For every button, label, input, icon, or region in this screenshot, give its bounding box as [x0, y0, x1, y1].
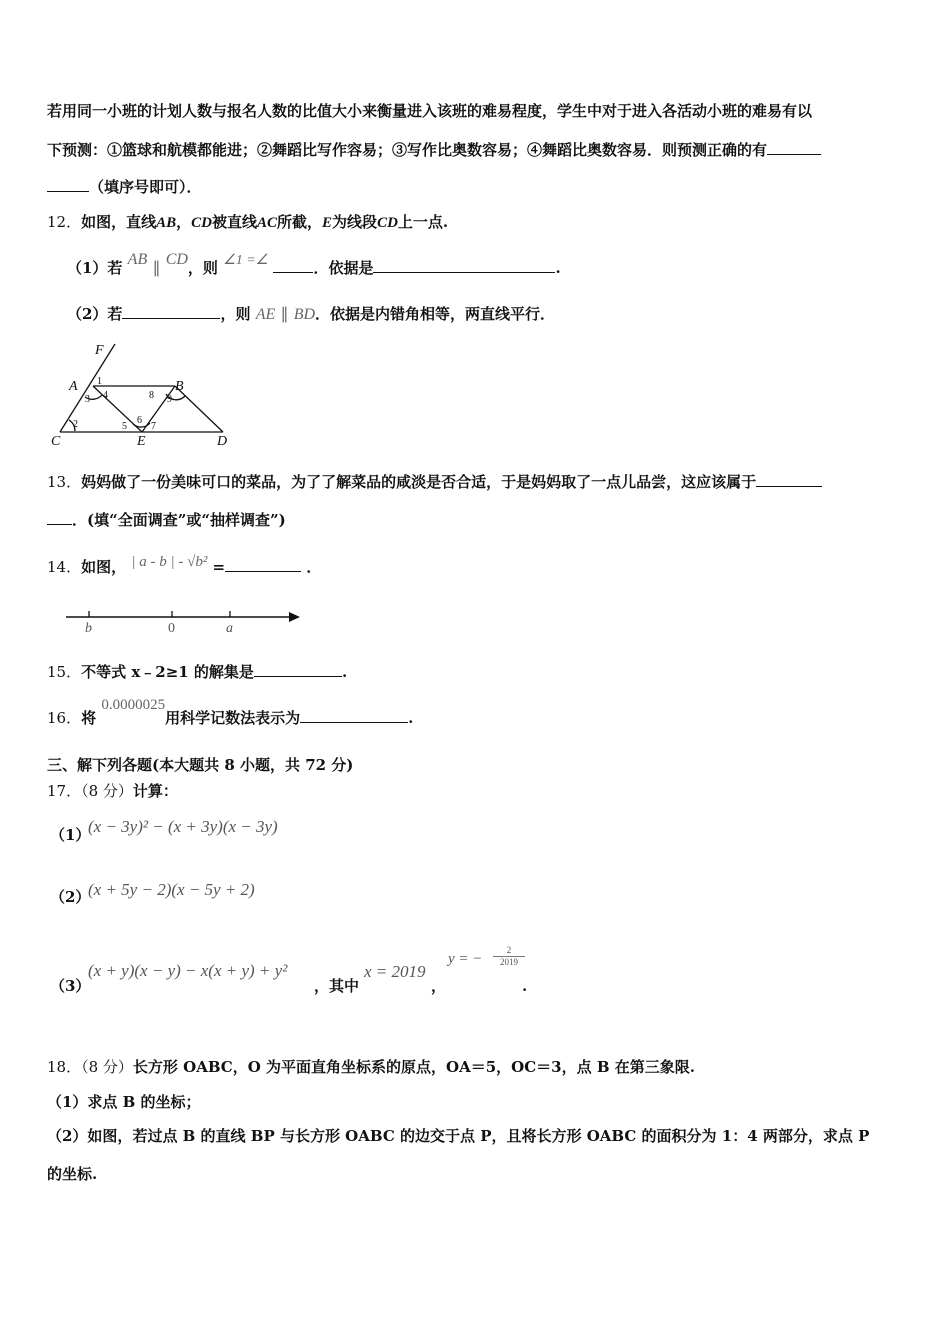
- q16-answer-blank[interactable]: [300, 708, 408, 723]
- q12-text-b: 被直线: [211, 213, 257, 231]
- angle-8: 8: [149, 390, 154, 401]
- q17-score: （8 分）: [81, 782, 133, 800]
- q12-comma: ，: [176, 213, 192, 231]
- section-3-heading: 三、解下列各题(本大题共 8 小题，共 72 分): [47, 756, 354, 774]
- q12-sub2-bd: BD: [293, 306, 316, 323]
- label-e: E: [137, 434, 146, 449]
- q17-item-3-expr: (x + y)(x − y) − x(x + y) + y²: [88, 961, 288, 980]
- q13-text: 妈妈做了一份美味可口的菜品，为了了解菜品的咸淡是否合适，于是妈妈取了一点儿品尝，这应该属于: [81, 473, 757, 491]
- q11-line-3: [47, 177, 202, 197]
- q12-ab: AB: [156, 215, 177, 231]
- q18-sub2-cont: 的坐标.: [47, 1165, 98, 1183]
- q15-line: [47, 662, 347, 682]
- q12-sub2-label: （2）若: [67, 305, 123, 323]
- q12-sub1-cd: CD: [165, 251, 188, 268]
- q17-item-2-expr: (x + 5y − 2)(x − 5y + 2): [88, 880, 255, 899]
- q13-number: 13．: [47, 473, 82, 491]
- q17-item-3-y-value: y = −: [448, 951, 483, 967]
- q12-sub1-blank-reason[interactable]: [373, 258, 555, 273]
- q12-sub2-blank[interactable]: [122, 304, 220, 319]
- q12-cd: CD: [191, 215, 212, 231]
- q16-number: 16．: [47, 709, 82, 727]
- q14-number-line: [60, 605, 305, 637]
- q12-ac: AC: [257, 215, 278, 231]
- q11-line-2: [47, 140, 821, 160]
- angle-7: 7: [151, 421, 156, 432]
- label-f: F: [95, 343, 104, 358]
- q12-sub2: [67, 304, 555, 325]
- q12-stem: [47, 212, 448, 233]
- q14-answer-blank[interactable]: [225, 557, 301, 572]
- q16-value: 0.0000025: [101, 697, 166, 713]
- q15-end: .: [341, 663, 348, 681]
- q16-text-b: 用科学记数法表示为: [165, 709, 301, 727]
- q14-equals: =: [212, 558, 226, 576]
- q18-score: （8 分）: [81, 1058, 133, 1076]
- q12-text-d: 为线段: [332, 213, 378, 231]
- q12-sub1-ab: AB: [127, 251, 148, 268]
- q18-sub2: （2）如图，若过点 B 的直线 BP 与长方形 OABC 的边交于点 P，且将长方形 OABC 的面积分为 1：4 两部分，求点 P: [47, 1127, 870, 1145]
- q17-item-3-sep: ，: [431, 977, 447, 995]
- q17-item-1-expr: (x − 3y)² − (x + 3y)(x − 3y): [88, 817, 278, 836]
- angle-9: 9: [167, 394, 172, 405]
- q14-number: 14．: [47, 558, 82, 576]
- q18-text: 长方形 OABC，O 为平面直角坐标系的原点，OA＝5，OC＝3，点 B 在第三象限.: [132, 1058, 695, 1076]
- q17-item-1-label: （1）: [50, 826, 91, 844]
- q12-sub1-blank-angle[interactable]: [273, 258, 313, 273]
- q12-sub1-then: ，则: [187, 259, 218, 277]
- q12-sub2-then: ，则: [220, 305, 251, 323]
- q12-sub2-ae: AE: [255, 306, 276, 323]
- q11-answer-blank-cont[interactable]: [47, 177, 89, 192]
- q17-item-3-x-value: x = 2019: [364, 962, 426, 981]
- axis-label-0: 0: [168, 621, 175, 636]
- q12-text-a: 如图，直线: [81, 213, 157, 231]
- label-b: B: [175, 379, 184, 394]
- q18-number: 18．: [47, 1058, 82, 1076]
- q17-item-2-label: （2）: [50, 888, 91, 906]
- q15-answer-blank[interactable]: [254, 662, 342, 677]
- q12-cd-2: CD: [377, 215, 398, 231]
- q13-answer-blank-cont[interactable]: [47, 510, 72, 525]
- q17-item-3-where: ，其中: [314, 977, 360, 995]
- q12-sub1: [67, 251, 561, 280]
- label-a: A: [69, 379, 78, 394]
- arrow-icon: [289, 612, 300, 622]
- q15-text: 不等式 x﹣2≥1 的解集是: [81, 663, 254, 681]
- q18-stem: [47, 1057, 695, 1077]
- q17-item-3-fraction: [493, 945, 525, 968]
- q12-sub1-end: .: [555, 259, 561, 277]
- q17-stem: [47, 781, 178, 801]
- angle-6: 6: [137, 415, 142, 426]
- q12-sub1-angle: ∠1 =∠: [223, 253, 269, 268]
- q15-number: 15．: [47, 663, 82, 681]
- q14-text: 如图，: [81, 558, 127, 576]
- q16-text-a: 将: [81, 709, 97, 727]
- angle-1: 1: [97, 376, 102, 387]
- q12-sub2-parallel: ∥: [280, 306, 289, 323]
- q11-line-3-text: （填序号即可）．: [89, 178, 202, 196]
- q13-line-2-text: ．(填“全面调查”或“抽样调查”): [72, 511, 286, 529]
- angle-4: 4: [103, 390, 108, 401]
- q14-expression: | a - b | - √b²: [131, 554, 208, 570]
- q12-number: 12．: [47, 213, 82, 231]
- axis-label-a: a: [226, 621, 233, 636]
- fraction-numerator: 2: [506, 945, 512, 955]
- q14-line: [47, 554, 322, 578]
- q12-sub1-mid: ．依据是: [313, 259, 374, 277]
- q18-sub1: （1）求点 B 的坐标；: [47, 1093, 201, 1111]
- q12-figure: [45, 338, 245, 450]
- q12-sub2-tail: ．依据是内错角相等，两直线平行．: [315, 305, 556, 323]
- q13-line-1: [47, 472, 822, 492]
- q14-end: ．: [306, 558, 322, 576]
- q12-e: E: [322, 215, 333, 231]
- fraction-denominator: 2019: [493, 956, 525, 968]
- q12-sub1-label: （1）若: [67, 259, 123, 277]
- q16-line: [47, 697, 414, 729]
- q16-end: .: [408, 709, 414, 727]
- q13-line-2: [47, 510, 286, 530]
- label-d: D: [217, 434, 228, 449]
- label-c: C: [51, 434, 61, 449]
- q11-answer-blank[interactable]: [767, 140, 821, 155]
- angle-2: 2: [73, 419, 78, 430]
- q12-text-e: 上一点.: [397, 213, 449, 231]
- q17-item-3-label: （3）: [50, 977, 91, 995]
- q17-number: 17．: [47, 782, 82, 800]
- q13-answer-blank[interactable]: [756, 472, 822, 487]
- q12-sub1-parallel: ∥: [152, 260, 161, 277]
- q11-line-1: 若用同一小班的计划人数与报名人数的比值大小来衡量进入该班的难易程度，学生中对于进入各活动小班的难易有以: [47, 102, 813, 120]
- axis-label-b: b: [85, 621, 92, 636]
- angle-3: 3: [85, 394, 90, 405]
- q17-item-3-end: .: [522, 977, 528, 995]
- q17-text: 计算：: [132, 782, 178, 800]
- angle-5: 5: [122, 421, 127, 432]
- q11-line-2-text: 下预测：①篮球和航模都能进；②舞蹈比写作容易；③写作比奥数容易；④舞蹈比奥数容易．则预测正确的有: [47, 141, 768, 159]
- q12-text-c: 所截，: [277, 213, 323, 231]
